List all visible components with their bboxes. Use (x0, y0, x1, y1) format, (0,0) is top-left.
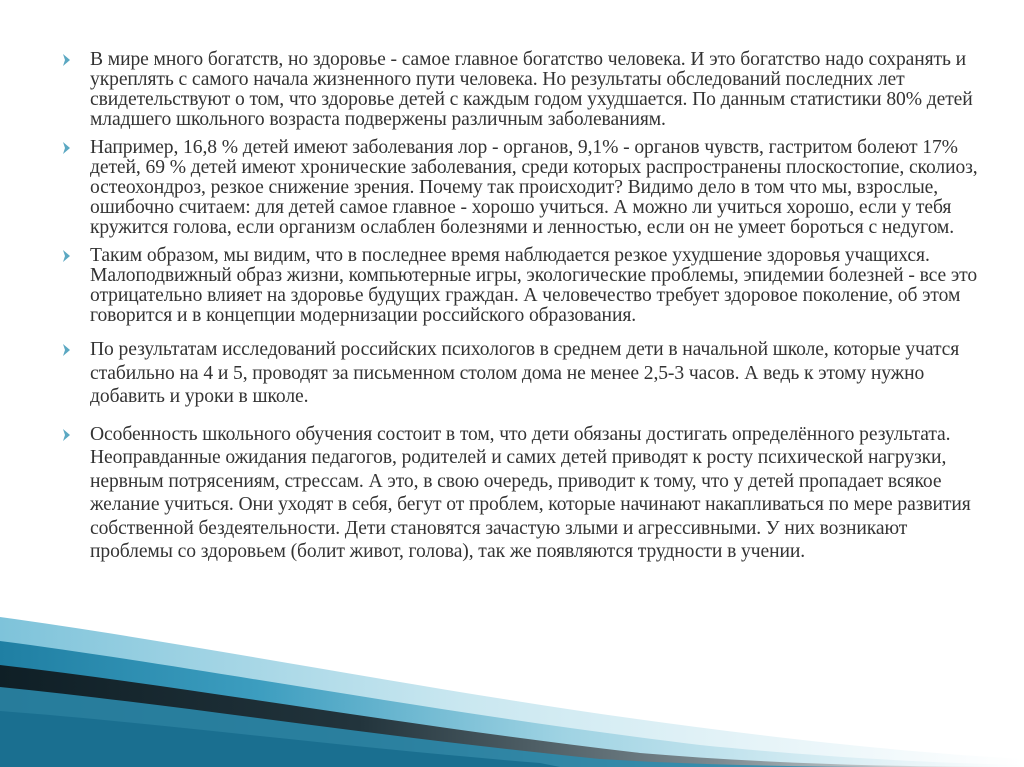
bullet-text: Например, 16,8 % детей имеют заболевания лор - органов, 9,1% - органов чувств, гастритом болеют 17% детей, 69 % детей имеют хронические заболевания, среди которых распространены плоскостопие, сколиоз, остеохондроз, резкое снижение зрения. Почему так происходит? Видимо дело в том что мы, взрослые, ошибочно считаем: для детей самое главное - хорошо учиться. А можно ли учиться хорошо, если у тебя кружится голова, если организм ослаблен болезнями и ленностью, если он не умеет бороться с недугом. (90, 137, 978, 238)
right-triangle-bullet-icon (62, 343, 76, 363)
right-triangle-bullet-icon (62, 428, 76, 448)
bullet-text: Таким образом, мы видим, что в последнее время наблюдается резкое ухудшение здоровья учащихся. Малоподвижный образ жизни, компьютерные игры, экологические проблемы, эпидемии болезней - все это отрицательно влияет на здоровье будущих граждан. А человечество требует здоровое поколение, об этом говорится и в концепции модернизации российского образования. (90, 245, 978, 326)
right-triangle-bullet-icon (62, 249, 76, 269)
right-triangle-bullet-icon (62, 53, 76, 73)
list-item (62, 138, 988, 238)
list-item (62, 50, 988, 130)
bullet-list (62, 38, 988, 564)
bullet-text: В мире много богатств, но здоровье - самое главное богатство человека. И это богатство надо сохранять и укреплять с самого начала жизненного пути человека. Но результаты обследований последних лет свидетельствуют о том, что здоровье детей с каждым годом ухудшается. По данным статистики 80% детей младшего школьного возраста подвержены различным заболеваниям. (90, 49, 973, 130)
list-item (62, 338, 988, 409)
list-item (62, 423, 988, 564)
list-item (62, 246, 988, 326)
bullet-text: Особенность школьного обучения состоит в том, что дети обязаны достигать определённого результата. Неоправданные ожидания педагогов, родителей и самих детей приводят к росту психической нагрузки, нервным потрясениям, стрессам. А это, в свою очередь, приводит к тому, что у детей пропадает всякое желание учиться. Они уходят в себя, бегут от проблем, которые начинают накапливаться по мере развития собственной бездеятельности. Дети становятся зачастую злыми и агрессивными. У них возникают проблемы со здоровьем (болит живот, голова), так же появляются трудности в учении. (90, 423, 971, 562)
bullet-text: По результатам исследований российских психологов в среднем дети в начальной школе, которые учатся стабильно на 4 и 5, проводят за письменном столом дома не менее 2,5-3 часов. А ведь к этому нужно добавить и уроки в школе. (90, 339, 960, 407)
right-triangle-bullet-icon (62, 141, 76, 161)
decorative-wave (0, 607, 1024, 767)
